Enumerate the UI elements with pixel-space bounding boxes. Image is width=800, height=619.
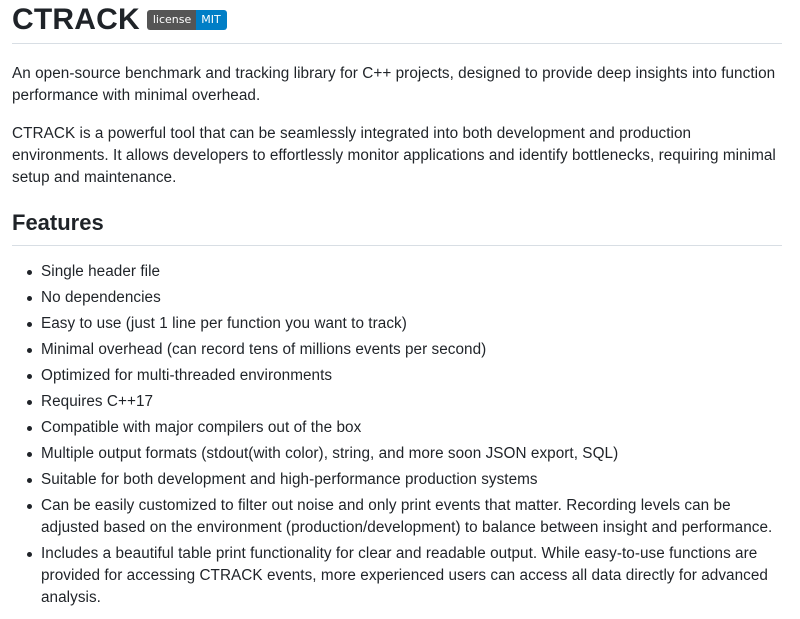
bullet-icon <box>27 322 32 327</box>
bullet-icon <box>27 452 32 457</box>
list-item-text: Compatible with major compilers out of the box <box>41 419 362 436</box>
bullet-icon <box>27 426 32 431</box>
list-item <box>12 365 786 387</box>
badge-label: license <box>147 10 196 30</box>
list-item <box>12 339 786 361</box>
list-item <box>12 287 786 309</box>
page-title: CTRACK <box>12 2 140 36</box>
list-item <box>12 543 786 609</box>
list-item-text: Optimized for multi-threaded environments <box>41 367 333 384</box>
intro-paragraph-1: An open-source benchmark and tracking library for C++ projects, designed to provide deep insights into function performance with minimal overhead. <box>12 65 776 104</box>
intro-paragraph-2: CTRACK is a powerful tool that can be seamlessly integrated into both development and production environments. It allows developers to effortlessly monitor applications and identify bottlenecks, requiring minimal setup and maintenance. <box>12 125 776 186</box>
bullet-icon <box>27 400 32 405</box>
list-item-text: Single header file <box>41 263 161 280</box>
list-item <box>12 313 786 335</box>
list-item <box>12 469 786 491</box>
bullet-icon <box>27 552 32 557</box>
list-item-text: Requires C++17 <box>41 393 154 410</box>
list-item-text: Minimal overhead (can record tens of millions events per second) <box>41 341 487 358</box>
bullet-icon <box>27 296 32 301</box>
list-item-text: No dependencies <box>41 289 161 306</box>
list-item <box>12 391 786 413</box>
features-heading: Features <box>12 208 782 246</box>
badge-value: MIT <box>196 10 226 30</box>
bullet-icon <box>27 374 32 379</box>
list-item-text: Multiple output formats (stdout(with color), string, and more soon JSON export, SQL) <box>41 445 619 462</box>
list-item <box>12 417 786 439</box>
bullet-icon <box>27 270 32 275</box>
bullet-icon <box>27 504 32 509</box>
features-list <box>12 261 786 609</box>
license-badge[interactable] <box>147 10 227 30</box>
bullet-icon <box>27 478 32 483</box>
list-item-text: Can be easily customized to filter out noise and only print events that matter. Recording levels can be adjusted based on the environment (production/development) to balance between insight and performance. <box>41 497 773 536</box>
list-item <box>12 443 786 465</box>
list-item-text: Easy to use (just 1 line per function you want to track) <box>41 315 407 332</box>
list-item-text: Includes a beautiful table print functionality for clear and readable output. While easy-to-use functions are provided for accessing CTRACK events, more experienced users can access all data directly for advanced analysis. <box>41 545 768 606</box>
bullet-icon <box>27 348 32 353</box>
title-row <box>12 0 782 44</box>
list-item <box>12 261 786 283</box>
list-item <box>12 495 786 539</box>
list-item-text: Suitable for both development and high-performance production systems <box>41 471 538 488</box>
